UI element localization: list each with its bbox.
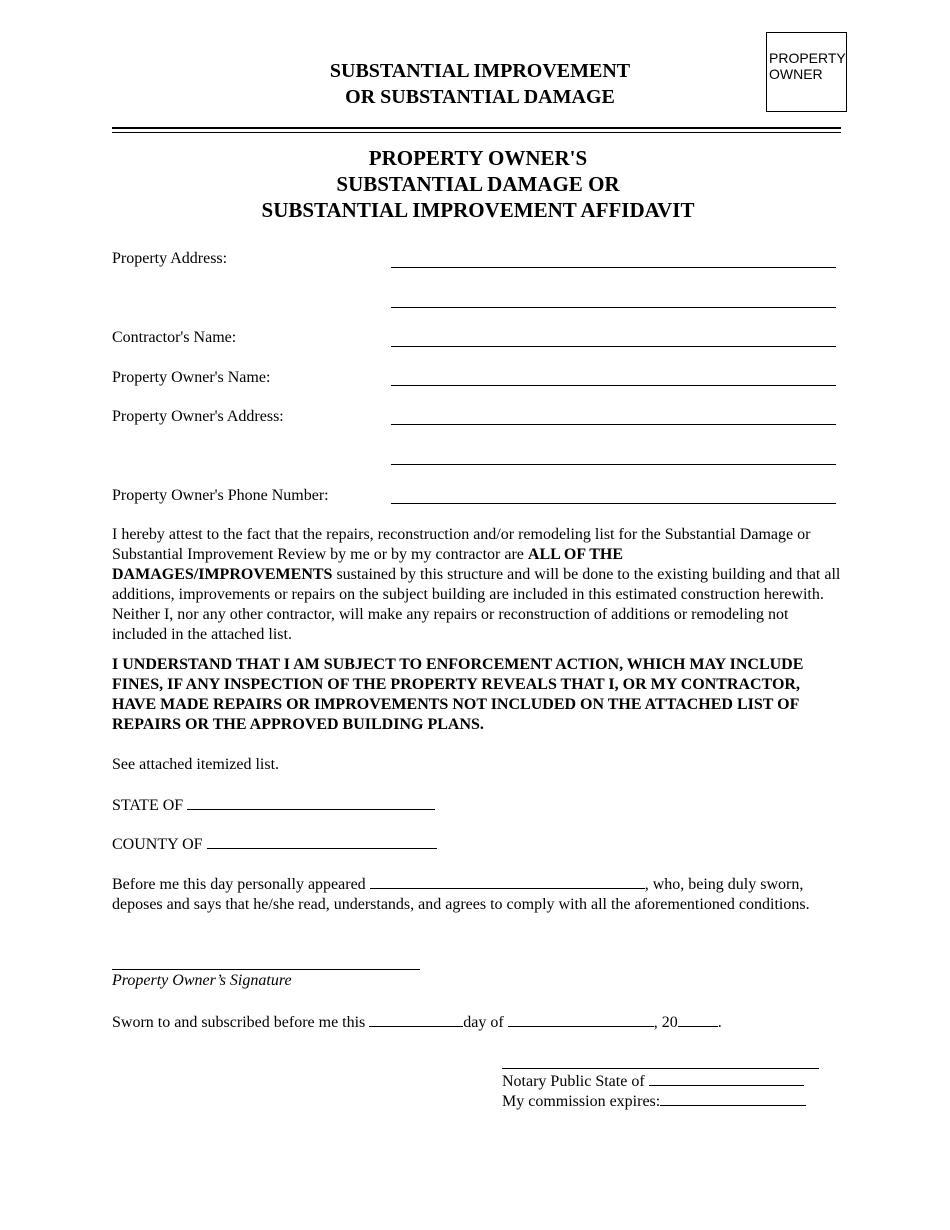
notary-state-field[interactable] [649,1070,804,1086]
sworn-year-field[interactable] [678,1011,718,1027]
page-title-line3: SUBSTANTIAL IMPROVEMENT AFFIDAVIT [261,198,695,222]
owner-address-field-line2[interactable] [391,464,836,465]
owner-address-field-line1[interactable] [391,424,836,425]
owner-box-line2: OWNER [769,66,823,82]
notary-state-label: Notary Public State of [502,1073,645,1090]
notary-expires-row [502,1090,832,1112]
sworn-day-field[interactable] [369,1011,463,1027]
header-title [230,58,730,110]
owner-signature-caption: Property Owner’s Signature [112,972,292,989]
property-address-label: Property Address: [112,250,228,267]
sworn-year-prefix: , 20 [653,1014,678,1031]
page-title-line2: SUBSTANTIAL DAMAGE OR [336,172,620,196]
attestation-text-bold: ALL OF THE DAMAGES/IMPROVEMENTS [112,546,624,583]
owner-phone-label: Property Owner's Phone Number: [112,487,329,504]
header-divider-thick [112,127,841,129]
attestation-text-part2: sustained by this structure and will be done to the existing building and that all additions, improvements or repairs on the subject building are included in this estimated construction herewith. Neither I, nor any other contractor, will make any repairs or reconstruction of additions or remodeling not included in the attached list. [112,566,841,643]
owner-phone-field[interactable] [391,503,836,504]
attestation-paragraph [112,525,847,645]
owner-address-label: Property Owner's Address: [112,408,284,425]
sworn-month-field[interactable] [508,1011,654,1027]
owner-signature-line[interactable] [112,969,420,970]
sworn-text: Sworn to and subscribed before me this [112,1014,366,1031]
owner-name-field[interactable] [391,385,836,386]
enforcement-warning: I UNDERSTAND THAT I AM SUBJECT TO ENFORCEMENT ACTION, WHICH MAY INCLUDE FINES, IF ANY INSPECTION OF THE PROPERTY REVEALS THAT I, OR MY CONTRACTOR, HAVE MADE REPAIRS OR IMPROVEMENTS NOT INCLUDED ON THE ATTACHED LIST OF REPAIRS OR THE APPROVED BUILDING PLANS. [112,656,804,733]
notary-expires-field[interactable] [660,1090,806,1106]
county-of-field[interactable] [207,833,437,849]
county-of-label: COUNTY OF [112,836,203,853]
see-attached-note: See attached itemized list. [112,756,280,773]
appeared-name-field[interactable] [370,873,645,889]
appeared-paragraph [112,873,847,915]
contractor-name-label: Contractor's Name: [112,329,237,346]
state-of-field[interactable] [187,794,435,810]
header-divider-thin [112,132,841,133]
sworn-end: . [717,1014,722,1031]
contractor-name-field[interactable] [391,346,836,347]
property-owner-box [766,32,847,112]
header-title-line2: OR SUBSTANTIAL DAMAGE [345,86,615,108]
owner-box-line1: PROPERTY [769,50,846,66]
property-address-field-line2[interactable] [391,307,836,308]
appeared-text-before: Before me this day personally appeared [112,876,366,893]
sworn-day-of-text: day of [463,1014,504,1031]
sworn-row [112,1011,847,1033]
attestation-text-part1: I hereby attest to the fact that the repairs, reconstruction and/or remodeling list for the Substantial Damage or Substantial Improvement Review by me or by my contractor are [112,526,811,563]
appeared-text-after: , who, being duly sworn, deposes and says that he/she read, understands, and agrees to comply with all the aforementioned conditions. [112,876,810,913]
property-address-field-line1[interactable] [391,267,836,268]
notary-state-row [502,1070,832,1092]
page-title [180,145,776,223]
notary-signature-line[interactable] [502,1068,819,1069]
state-of-label: STATE OF [112,797,184,814]
notary-expires-label: My commission expires: [502,1093,661,1110]
county-of-row [112,833,847,855]
header-title-line1: SUBSTANTIAL IMPROVEMENT [329,60,631,82]
owner-name-label: Property Owner's Name: [112,369,271,386]
page-title-line1: PROPERTY OWNER'S [368,146,588,170]
state-of-row [112,794,847,816]
